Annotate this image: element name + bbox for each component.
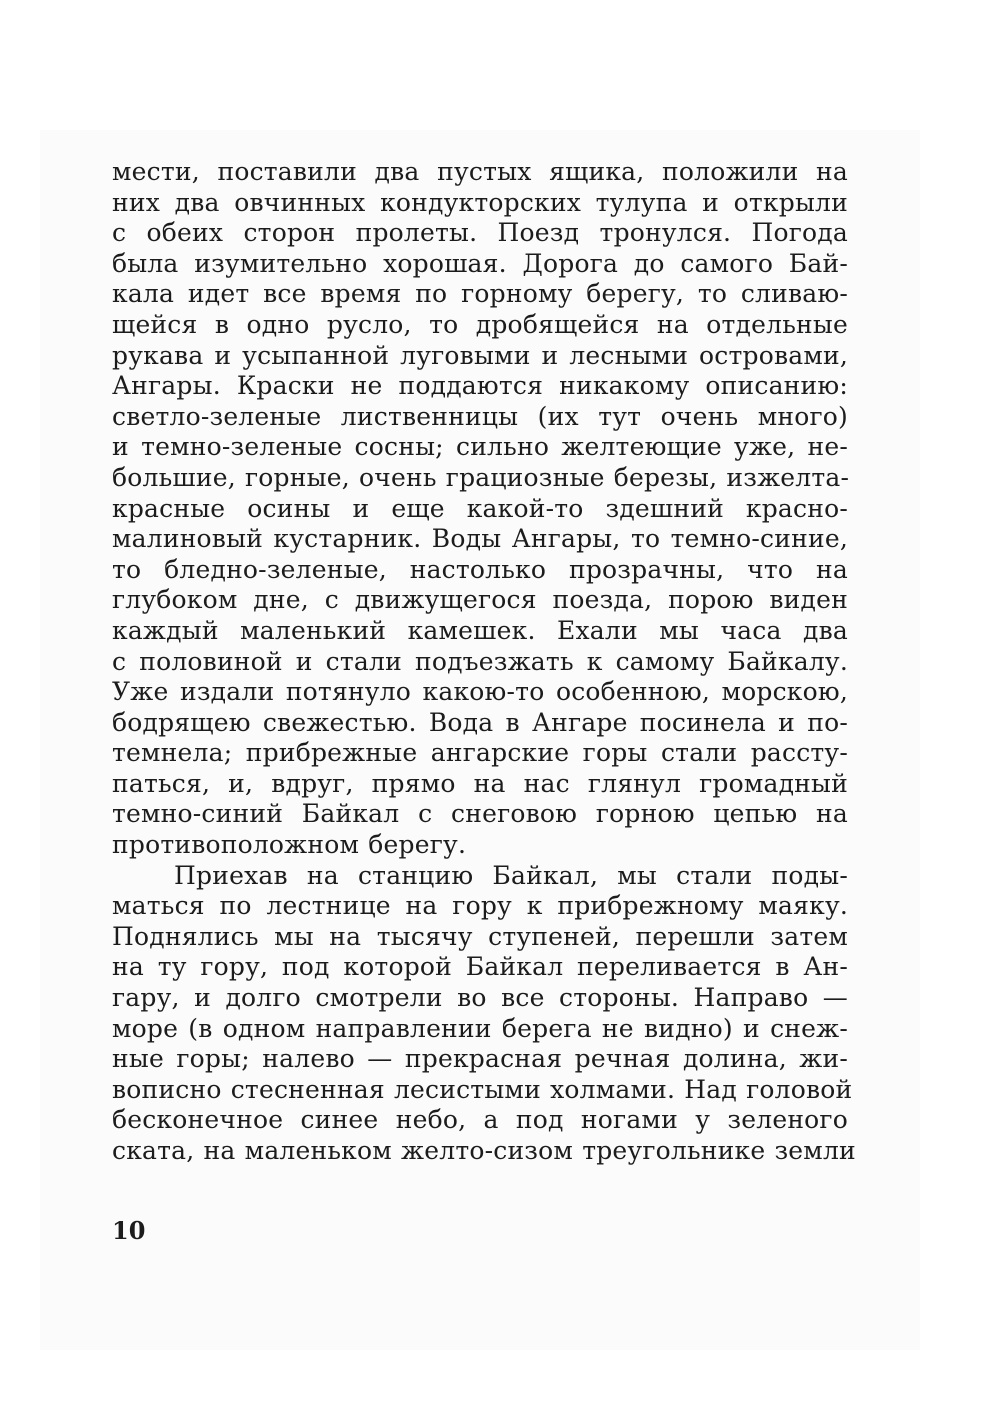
page-number: 10 bbox=[112, 1216, 146, 1245]
text-line: бесконечное синее небо, а под ногами у зеленого bbox=[112, 1105, 848, 1135]
body-text bbox=[112, 157, 856, 1167]
text-line: щейся в одно русло, то дробящейся на отдельные bbox=[112, 309, 848, 339]
text-line: темнела; прибрежные ангарские горы стали рассту- bbox=[112, 738, 848, 768]
text-line: паться, и, вдруг, прямо на нас глянул громадный bbox=[112, 768, 848, 798]
text-line: ската, на маленьком желто-сизом треугольнике земли bbox=[112, 1136, 856, 1165]
text-line: мести, поставили два пустых ящика, положили на bbox=[112, 157, 848, 186]
text-line: море (в одном направлении берега не видно) и снеж- bbox=[112, 1013, 848, 1043]
text-line: глубоком дне, с движущегося поезда, порою виден bbox=[112, 585, 848, 615]
paragraph-end-line: противоположном берегу. bbox=[112, 830, 467, 860]
text-line: кала идет все время по горному берегу, то сливаю- bbox=[112, 279, 848, 309]
text-line: малиновый кустарник. Воды Ангары, то темно-синие, bbox=[112, 524, 848, 554]
text-line: на ту гору, под которой Байкал переливается в Ан- bbox=[112, 952, 848, 982]
text-line: и темно-зеленые сосны; сильно желтеющие уже, не- bbox=[112, 432, 848, 462]
text-line: рукава и усыпанной луговыми и лесными островами, bbox=[112, 340, 848, 370]
text-line: гару, и долго смотрели во все стороны. Направо — bbox=[112, 983, 848, 1013]
text-line: темно-синий Байкал с снеговою горною цепью на bbox=[112, 799, 848, 829]
text-line: была изумительно хорошая. Дорога до самого Бай- bbox=[112, 248, 848, 278]
text-line: вописно стесненная лесистыми холмами. Над головой bbox=[112, 1074, 853, 1104]
text-line: с половиной и стали подъезжать к самому Байкалу. bbox=[112, 646, 848, 676]
text-line: маться по лестнице на гору к прибрежному маяку. bbox=[112, 891, 848, 921]
text-line: светло-зеленые лиственницы (их тут очень много) bbox=[112, 401, 848, 431]
text-line: Ангары. Краски не поддаются никакому описанию: bbox=[112, 371, 848, 401]
text-line: большие, горные, очень грациозные березы, изжелта- bbox=[112, 462, 850, 492]
text-line: ные горы; налево — прекрасная речная долина, жи- bbox=[112, 1044, 848, 1074]
text-line: Поднялись мы на тысячу ступеней, перешли затем bbox=[112, 921, 848, 951]
text-line: них два овчинных кондукторских тулупа и открыли bbox=[112, 187, 848, 217]
text-line: Уже издали потянуло какою-то особенною, морскою, bbox=[112, 677, 848, 707]
text-line: красные осины и еще какой-то здешний красно- bbox=[112, 493, 848, 523]
text-line: то бледно-зеленые, настолько прозрачны, что на bbox=[112, 554, 848, 584]
text-line: с обеих сторон пролеты. Поезд тронулся. Погода bbox=[112, 218, 848, 248]
text-line: бодрящею свежестью. Вода в Ангаре посинела и по- bbox=[112, 707, 848, 737]
text-line: каждый маленький камешек. Ехали мы часа два bbox=[112, 615, 848, 645]
paragraph-start-line: Приехав на станцию Байкал, мы стали поды- bbox=[174, 860, 848, 890]
